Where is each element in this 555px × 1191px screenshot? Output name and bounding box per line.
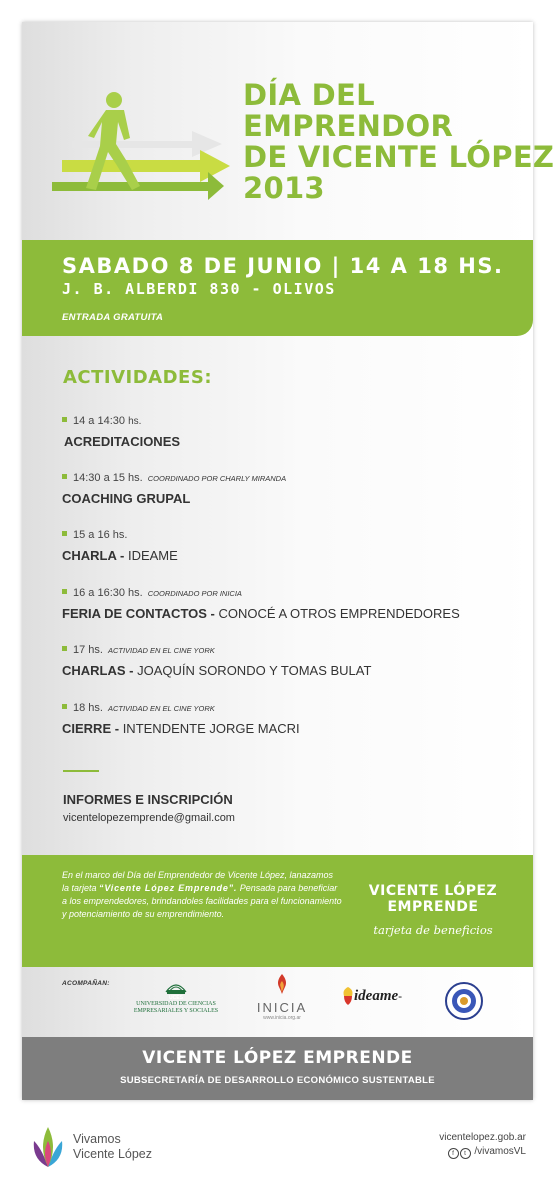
- activity-note: COORDINADO POR CHARLY MIRANDA: [147, 474, 287, 483]
- activity-name: CHARLA -: [62, 548, 125, 563]
- date-band: [22, 240, 533, 336]
- activity-name: CIERRE -: [62, 721, 120, 736]
- municipal-seal-icon: [445, 982, 483, 1020]
- benefits-description: [62, 869, 342, 921]
- uces-emblem-icon: [165, 980, 187, 994]
- activity-item: [62, 644, 371, 678]
- uces-line: EMPRESARIALES Y SOCIALES: [133, 1007, 219, 1014]
- footer-subtitle: SUBSECRETARÍA DE DESARROLLO ECONÓMICO SUSTENTABLE: [120, 1075, 435, 1086]
- website-link[interactable]: vicentelopez.gob.ar: [439, 1132, 526, 1143]
- event-title: [243, 80, 554, 204]
- info-heading: INFORMES E INSCRIPCIÓN: [63, 792, 233, 807]
- activity-name: COACHING GRUPAL: [62, 491, 191, 506]
- activity-item: [62, 529, 178, 563]
- activity-time: 14 a 14:30: [73, 415, 125, 427]
- inicia-logo: [252, 973, 312, 1021]
- activity-detail: JOAQUÍN SORONDO Y TOMAS BULAT: [137, 663, 372, 678]
- bullet-square-icon: [62, 417, 67, 422]
- uces-line: UNIVERSIDAD DE CIENCIAS: [136, 1001, 216, 1007]
- benefits-text: En el marco del Día del Emprendedor de Vicente López, lanazamos la tarjeta: [62, 870, 333, 893]
- activity-item: [62, 702, 300, 736]
- title-line: EMPRENDOR: [243, 109, 454, 143]
- activity-time-unit: hs.: [128, 416, 142, 427]
- uces-logo: [133, 980, 219, 1014]
- vivamos-logo-icon: [28, 1123, 68, 1169]
- activity-time: 18 hs.: [73, 702, 103, 714]
- benefits-card-name: “Vicente López Emprende”.: [99, 883, 238, 893]
- activity-item: [62, 415, 180, 449]
- benefits-text: Pensada para beneficiar a los emprendedores, brindandoles facilidades para el funcionamiento y potenciamiento de su emprendimiento.: [62, 883, 342, 919]
- uces-mark: UCES: [169, 995, 183, 1001]
- event-date: SABADO 8 DE JUNIO | 14 A 18 HS.: [62, 254, 504, 278]
- vivamos-line: Vivamos: [73, 1132, 121, 1146]
- twitter-icon: t: [460, 1148, 471, 1159]
- activity-time: 15 a 16 hs.: [73, 529, 128, 541]
- footer-notch: [495, 1092, 509, 1100]
- card-tagline: tarjeta de beneficios: [373, 923, 493, 937]
- web-links: [380, 1131, 526, 1159]
- activity-name: FERIA DE CONTACTOS -: [62, 606, 215, 621]
- vivamos-line: Vicente López: [73, 1147, 152, 1161]
- section-divider: [63, 770, 99, 772]
- activity-detail: IDEAME: [127, 548, 178, 563]
- event-address: J. B. ALBERDI 830 - OLIVOS: [62, 280, 336, 298]
- inicia-wordmark: INICIA: [256, 1000, 308, 1015]
- activity-detail: CONOCÉ A OTROS EMPRENDEDORES: [218, 606, 460, 621]
- bulb-icon: [342, 986, 354, 1006]
- card-brand-line: EMPRENDE: [387, 899, 479, 915]
- bullet-square-icon: [62, 474, 67, 479]
- activity-note: ACTIVIDAD EN EL CINE YORK: [107, 646, 215, 655]
- walking-man-arrows-illustration: [52, 86, 232, 216]
- benefits-band: [22, 855, 533, 967]
- entry-note: ENTRADA GRATUITA: [62, 312, 164, 323]
- activity-name: CHARLAS -: [62, 663, 134, 678]
- ideame-wordmark: ideame: [354, 988, 399, 1005]
- ideame-dash: -: [398, 989, 403, 1004]
- title-line: DE VICENTE LÓPEZ: [243, 140, 555, 174]
- social-handle: /vivamosVL: [474, 1146, 526, 1157]
- activity-name: ACREDITACIONES: [64, 434, 181, 449]
- activity-note: ACTIVIDAD EN EL CINE YORK: [107, 704, 215, 713]
- activity-time: 17 hs.: [73, 644, 103, 656]
- footer-title: VICENTE LÓPEZ EMPRENDE: [142, 1048, 413, 1068]
- social-links[interactable]: [380, 1145, 526, 1159]
- sponsors-label: ACOMPAÑAN:: [62, 980, 110, 987]
- card-brand: [368, 883, 498, 915]
- title-line: DÍA DEL: [243, 78, 375, 112]
- contact-email[interactable]: vicentelopezemprende@gmail.com: [63, 812, 235, 824]
- flame-icon: [275, 973, 289, 995]
- facebook-icon: f: [448, 1148, 459, 1159]
- bullet-square-icon: [62, 589, 67, 594]
- activity-item: [62, 587, 460, 621]
- activity-detail: INTENDENTE JORGE MACRI: [122, 721, 300, 736]
- activity-item: [62, 472, 286, 506]
- bullet-square-icon: [62, 646, 67, 651]
- bullet-square-icon: [62, 531, 67, 536]
- inicia-url: www.inicia.org.ar: [263, 1015, 301, 1021]
- activity-time: 16 a 16:30 hs.: [73, 587, 143, 599]
- activity-note: COORDINADO POR INICIA: [147, 589, 242, 598]
- card-brand-line: VICENTE LÓPEZ: [368, 883, 498, 899]
- footer-bar: [22, 1037, 533, 1100]
- activity-time: 14:30 a 15 hs.: [73, 472, 143, 484]
- vivamos-wordmark: [73, 1132, 152, 1162]
- bullet-square-icon: [62, 704, 67, 709]
- title-year: 2013: [243, 171, 325, 205]
- activities-heading: ACTIVIDADES:: [63, 367, 213, 388]
- ideame-logo: [342, 986, 418, 1006]
